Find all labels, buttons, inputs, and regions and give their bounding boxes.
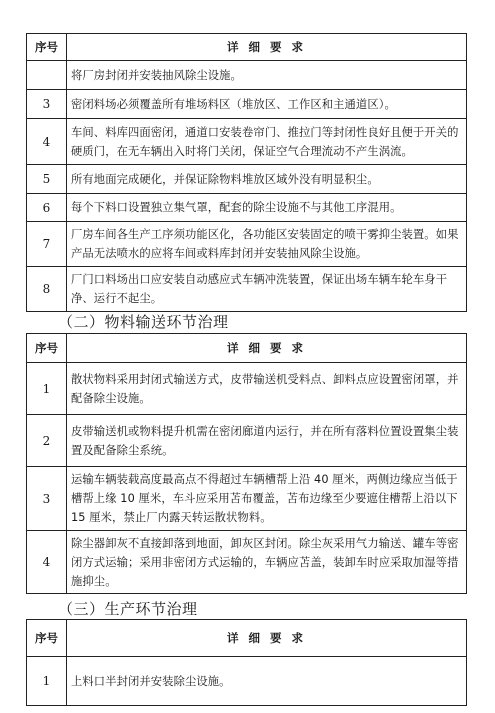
table-row — [27, 362, 466, 414]
row-text: 散状物料采用封闭式输送方式，皮带输送机受料点、卸料点应设置密闭罩，并配备除尘设施。 — [71, 372, 459, 405]
row-text: 将厂房封闭并安装抽风除尘设施。 — [71, 68, 242, 82]
section-title-production: （三）生产环节治理 — [58, 600, 198, 618]
row-num: 8 — [27, 267, 67, 311]
table-header — [27, 620, 466, 656]
table-row — [27, 466, 466, 530]
row-text: 运输车辆装载高度最高点不得超过车辆槽帮上沿 40 厘米，两侧边缘应当低于槽帮上缘 10 厘米，车斗应采用苫布覆盖，苫布边缘至少要遮住槽帮上沿以下 15 厘米，禁止厂内露天转运散状物料。 — [71, 473, 458, 524]
row-num: 2 — [27, 415, 67, 466]
table-row — [27, 530, 466, 593]
row-num: 1 — [27, 657, 67, 705]
header-requirements: 详 细 要 求 — [226, 340, 306, 355]
table-row — [27, 656, 466, 705]
header-num: 序号 — [27, 620, 67, 656]
table-row — [27, 414, 466, 466]
row-num — [27, 61, 67, 89]
row-text: 车间、料库四面密闭，通道口安装卷帘门、推拉门等封闭性良好且便于开关的硬质门，在无车辆出入时将门关闭，保证空气合理流动不产生涡流。 — [71, 125, 459, 158]
row-text: 每个下料口设置独立集气罩，配套的除尘设施不与其他工序混用。 — [71, 201, 402, 214]
table-3 — [26, 619, 467, 706]
row-text: 皮带输送机或物料提升机需在密闭廊道内运行，并在所有落料位置设置集尘装置及配备除尘系统。 — [71, 424, 459, 457]
table-row — [27, 89, 466, 118]
row-text: 厂房车间各生产工序须功能区化，各功能区安装固定的喷干雾抑尘装置。如果产品无法喷水的应将车间或料库封闭并安装抽风除尘设施。 — [71, 228, 459, 260]
section-title-material-transport: （二）物料输送环节治理 — [58, 313, 229, 331]
table-header — [27, 34, 466, 60]
table-row — [27, 164, 466, 193]
table-2 — [26, 333, 467, 594]
row-text: 除尘器卸灰不直接卸落到地面，卸灰区封闭。除尘灰采用气力输送、罐车等密闭方式运输；采用非密闭方式运输的，车辆应苫盖，装卸车时应采取加湿等措施抑尘。 — [71, 536, 459, 588]
row-num: 4 — [27, 119, 67, 164]
table-row — [27, 60, 466, 89]
table-row — [27, 221, 466, 266]
table-row — [27, 118, 466, 164]
row-num: 3 — [27, 90, 67, 118]
row-num: 5 — [27, 165, 67, 193]
table-header — [27, 334, 466, 362]
header-num: 序号 — [27, 334, 67, 362]
row-num: 6 — [27, 194, 67, 221]
row-text: 上料口半封闭并安装除尘设施。 — [71, 674, 231, 688]
table-row — [27, 193, 466, 221]
row-text: 所有地面完成硬化，并保证除物料堆放区域外没有明显积尘。 — [71, 172, 379, 186]
row-text: 厂门口料场出口应安装自动感应式车辆冲洗装置，保证出场车辆车轮车身干净、运行不起尘。 — [71, 273, 448, 305]
header-num: 序号 — [27, 34, 67, 60]
header-requirements: 详 细 要 求 — [226, 630, 306, 645]
table-1 — [26, 33, 467, 312]
row-text: 密闭料场必须覆盖所有堆场料区（堆放区、工作区和主通道区）。 — [71, 97, 396, 111]
header-requirements: 详 细 要 求 — [226, 39, 306, 54]
row-num: 7 — [27, 222, 67, 266]
table-row — [27, 266, 466, 311]
row-num: 1 — [27, 363, 67, 414]
row-num: 4 — [27, 531, 67, 593]
row-num: 3 — [27, 467, 67, 530]
